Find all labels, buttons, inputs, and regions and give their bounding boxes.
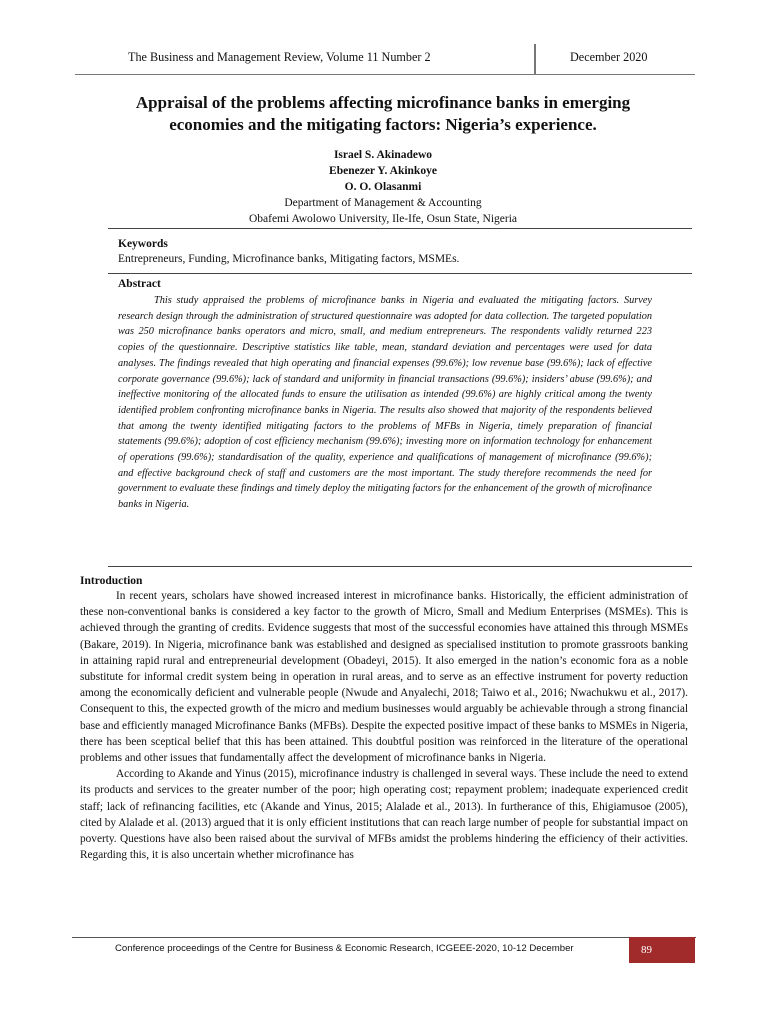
footer-text: Conference proceedings of the Centre for Business & Economic Research, ICGEEE-2020, 10-12 December <box>115 943 574 954</box>
issue-date: December 2020 <box>570 50 648 64</box>
author-name: O. O. Olasanmi <box>344 181 422 193</box>
keywords-bottom-rule <box>108 273 692 274</box>
keywords-heading: Keywords <box>118 238 168 250</box>
abstract-bottom-rule <box>108 566 692 567</box>
abstract-heading: Abstract <box>118 278 161 290</box>
author-university: Obafemi Awolowo University, Ile-Ife, Osun State, Nigeria <box>248 213 518 225</box>
author-name: Ebenezer Y. Akinkoye <box>329 165 437 177</box>
footer-rule <box>72 937 696 938</box>
introduction-body <box>80 588 688 863</box>
paper-title-line-2: economies and the mitigating factors: Nigeria’s experience. <box>169 115 597 134</box>
paper-title <box>76 92 690 136</box>
author-department: Department of Management & Accounting <box>284 197 482 209</box>
header-rule <box>75 74 695 75</box>
paragraph: According to Akande and Yinus (2015), microfinance industry is challenged in several ways. These include the need to extend its products and services to the greater number of the poor; high operating cost; repayment problem; inadequate experienced credit staff; lack of refinancing facilities, etc (Akande and Yinus, 2015; Alalade et al., 2013). In furtherance of this, Ehigiamusoe (2005), cited by Alalade et al. (2013) argued that it is only efficient institutions that can reach large number of people for substantial impact on poverty. Questions have also been raised about the survival of MFBs amidst the problems hindering the efficiency of their activities. Regarding this, it is also uncertain whether microfinance has <box>80 768 688 862</box>
keywords-top-rule <box>108 228 692 229</box>
introduction-heading: Introduction <box>80 575 143 587</box>
keywords-list: Entrepreneurs, Funding, Microfinance banks, Mitigating factors, MSMEs. <box>118 253 460 265</box>
header-divider <box>534 44 536 75</box>
paper-title-line-1: Appraisal of the problems affecting microfinance banks in emerging <box>135 93 631 112</box>
paragraph: In recent years, scholars have showed increased interest in microfinance banks. Historically, the efficient administration of these non-conventional banks is considered a key factor to the growth of Micro, Small and Medium Enterprises (MSMEs). This is achieved through the granting of credits. Evidence suggests that most of the successful economies have attained this through MSMEs (Bakare, 2019). In Nigeria, microfinance bank was established and designed as specialised institution to promote grassroots banking in attaining rapid rural and entrepreneurial development (Obadeyi, 2015). It also emerged in the nation’s economic fora as a noble substitute for informal credit system being in operation in rural areas, and to serve as an effective instrument for poverty reduction among the economically deficient and vulnerable people (Nwude and Anyalechi, 2018; Taiwo et al., 2016; Nwachukwu et al., 2017). Consequent to this, the expected growth of the micro and medium businesses would arguably be achievable through a strong financial base and efficiently managed Microfinance Banks (MFBs). Despite the expected positive impact of these banks to MSMEs in Nigeria, there has been sceptical belief that this has been attained. This doubtful position was reinforced in the literature of the operational problems and other issues that fundamentally affect the development of microfinance banks in Nigeria. <box>80 590 688 765</box>
journal-header: The Business and Management Review, Volume 11 Number 2 <box>128 50 431 64</box>
abstract-text: This study appraised the problems of microfinance banks in Nigeria and evaluated the mitigating factors. Survey research design through the administration of structured questionnaire was adopted for data collection. The targeted population was 250 microfinance banks operators and micro, small, and medium entrepreneurs. The respondents validly returned 223 copies of the questionnaire. Descriptive statistics like table, mean, standard deviation and percentages were used for data analyses. The findings revealed that high operating and financial expenses (99.6%); low revenue base (99.6%); lack of effective corporate governance (99.6%); lack of standard and uniformity in financial transactions (99.6%); insiders’ abuse (99.6%); and ineffective monitoring of the allocated funds to ensure the utilisation as intended (99.6%) are highly critical among the twenty identified problem confronting microfinance banks in Nigeria. The results also showed that majority of the respondents believed that among the twenty identified mitigating factors to the problems of MFBs in Nigeria, timely preparation of financial statements (99.6%); adoption of cost efficiency mechanism (99.6%); investing more on information technology for enhancement of operations (99.6%); standardisation of the quality, experience and qualifications of management of microfinance (99.6%); and effective background check of staff and customers are the most important. The study therefore recommends the need for government to evaluate these findings and timely deploy the mitigating factors for the enhancement of the growth of microfinance banks in Nigeria. <box>118 295 652 511</box>
page-number: 89 <box>629 937 695 963</box>
author-name: Israel S. Akinadewo <box>333 149 433 161</box>
author-block <box>76 147 690 227</box>
